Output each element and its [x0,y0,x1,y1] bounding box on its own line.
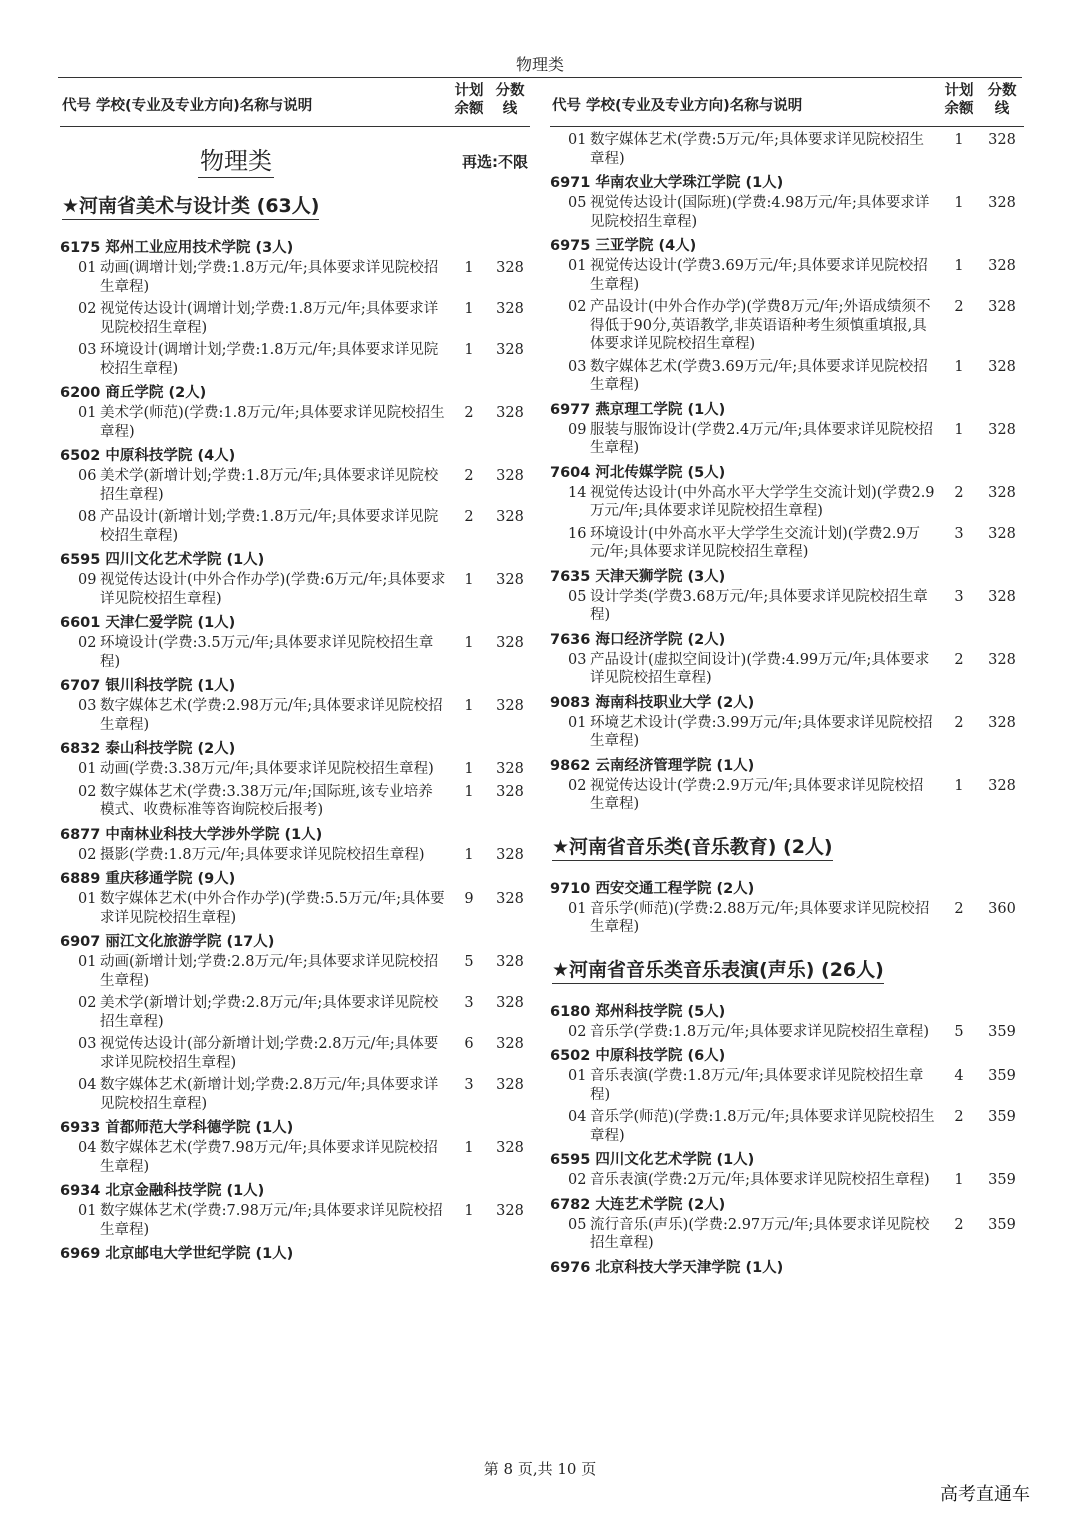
major-description: 数字媒体艺术(学费:5万元/年;具体要求详见院校招生章程) [590,132,925,167]
major-quota: 2 [464,468,474,484]
major-code: 01 [568,900,587,917]
school-heading: 6976 北京科技大学天津学院 (1人) [550,1259,784,1276]
major-row [550,131,1024,168]
major-quota: 3 [954,588,964,605]
school-heading: 9083 海南科技职业大学 (2人) [550,694,755,711]
major-description: 数字媒体艺术(中外合作办学)(学费:5.5万元/年;具体要求详见院校招生章程) [100,891,445,926]
major-row [550,1023,1024,1042]
left-entry-list [60,177,530,1265]
major-score: 328 [496,572,524,588]
major-row [550,298,1024,354]
major-quota: 2 [954,651,964,668]
major-row [550,714,1024,751]
major-description: 产品设计(虚拟空间设计)(学费:4.99万元/年;具体要求详见院校招生章程) [590,651,930,686]
major-row [550,484,1024,521]
major-description: 产品设计(中外合作办学)(学费8万元/年;外语成绩须不得低于90分,英语教学,非英语语种考生须慎重填报,具体要求详见院校招生章程) [590,299,931,352]
score-line: 分数 [987,83,1017,99]
major-quota: 3 [464,995,474,1011]
major-score: 328 [496,468,524,484]
major-quota: 1 [464,698,474,714]
major-code: 04 [78,1140,97,1156]
major-score: 328 [988,777,1016,794]
major-code: 09 [568,421,587,438]
school-heading: 7636 海口经济学院 (2人) [550,631,726,648]
major-row [550,1216,1024,1253]
major-description: 视觉传达设计(学费:2.9万元/年;具体要求详见院校招生章程) [590,777,924,812]
major-row [550,194,1024,231]
school-heading: 9862 云南经济管理学院 (1人) [550,757,755,774]
major-code: 03 [568,651,587,668]
major-row [60,760,530,779]
major-quota: 1 [464,783,474,800]
school-heading: 6832 泰山科技学院 (2人) [60,741,236,757]
quota-line: 余额 [454,101,484,117]
school-heading: 6877 中南林业科技大学涉外学院 (1人) [60,826,323,843]
major-code: 01 [78,1203,97,1219]
major-score: 328 [496,1140,524,1156]
score-line: 分数 [495,83,525,99]
major-code: 02 [568,777,587,794]
major-quota: 2 [464,405,474,421]
school-heading: 6601 天津仁爱学院 (1人) [60,615,236,631]
major-code: 02 [568,299,587,315]
major-row [550,1067,1024,1104]
major-quota: 3 [464,1077,474,1093]
major-row [60,571,530,608]
major-quota: 2 [954,1109,964,1125]
major-quota: 2 [954,1216,964,1233]
major-code: 05 [568,588,587,605]
school-heading: 6707 银川科技学院 (1人) [60,678,236,694]
column-header [60,78,530,127]
major-description: 音乐学(学费:1.8万元/年;具体要求详见院校招生章程) [590,1023,930,1040]
major-score: 359 [988,1068,1016,1084]
school-heading: 7604 河北传媒学院 (5人) [550,464,726,481]
major-quota: 1 [954,777,964,794]
major-description: 视觉传达设计(调增计划;学费:1.8万元/年;具体要求详见院校招生章程) [100,301,439,336]
major-row [550,1108,1024,1145]
major-score: 328 [988,484,1016,501]
major-score: 328 [496,954,524,970]
major-row [60,1139,530,1176]
major-code: 01 [78,954,97,970]
school-heading: 6180 郑州科技学院 (5人) [550,1003,726,1020]
major-score: 328 [496,995,524,1011]
major-quota: 6 [464,1036,474,1052]
major-row [550,900,1024,937]
right-entry-list [550,131,1024,1279]
major-score: 328 [496,1203,524,1219]
major-code: 01 [78,761,97,777]
major-row [550,1171,1024,1190]
major-description: 环境艺术设计(学费:3.99万元/年;具体要求详见院校招生章程) [590,714,933,749]
left-column [60,78,530,1265]
major-description: 数字媒体艺术(学费3.69万元/年;具体要求详见院校招生章程) [590,358,928,393]
major-code: 16 [568,525,587,542]
major-score: 359 [988,1216,1016,1233]
column-header-score [984,82,1020,118]
major-row [550,777,1024,814]
major-row [60,404,530,441]
major-description: 产品设计(新增计划;学费:1.8万元/年;具体要求详见院校招生章程) [100,509,439,544]
major-quota: 2 [954,484,964,501]
major-score: 328 [496,1036,524,1052]
major-row [60,341,530,378]
major-score: 328 [988,421,1016,438]
major-quota: 1 [464,1203,474,1219]
major-quota: 2 [954,299,964,315]
major-description: 流行音乐(声乐)(学费:2.97万元/年;具体要求详见院校招生章程) [590,1216,930,1251]
major-description: 音乐学(师范)(学费:2.88万元/年;具体要求详见院校招生章程) [590,900,930,935]
major-code: 09 [78,572,97,588]
major-quota: 1 [464,635,474,651]
major-description: 动画(新增计划;学费:2.8万元/年;具体要求详见院校招生章程) [100,954,439,989]
major-quota: 1 [464,260,474,276]
major-description: 服装与服饰设计(学费2.4万元/年;具体要求详见院校招生章程) [590,421,933,456]
category-block [550,818,1024,875]
major-description: 音乐学(师范)(学费:1.8万元/年;具体要求详见院校招生章程) [590,1109,935,1144]
major-description: 美术学(新增计划;学费:1.8万元/年;具体要求详见院校招生章程) [100,468,439,503]
major-description: 摄影(学费:1.8万元/年;具体要求详见院校招生章程) [100,846,425,863]
school-heading: 6595 四川文化艺术学院 (1人) [60,552,265,568]
major-code: 02 [78,635,97,651]
school-heading: 6595 四川文化艺术学院 (1人) [550,1152,755,1168]
major-description: 数字媒体艺术(学费7.98万元/年;具体要求详见院校招生章程) [100,1140,438,1175]
major-score: 328 [496,783,524,800]
major-description: 音乐表演(学费:2万元/年;具体要求详见院校招生章程) [590,1172,930,1188]
major-row [60,259,530,296]
major-score: 328 [496,761,524,777]
category-heading: ★河南省美术与设计类 (63人) [62,191,319,220]
major-description: 视觉传达设计(中外合作办学)(学费:6万元/年;具体要求详见院校招生章程) [100,572,446,607]
major-description: 视觉传达设计(中外高水平大学学生交流计划)(学费2.9万元/年;具体要求详见院校招生章程) [590,484,935,519]
major-score: 328 [988,358,1016,375]
major-score: 328 [496,342,524,358]
category-block [60,177,530,234]
major-score: 328 [496,301,524,317]
major-row [550,358,1024,395]
school-heading: 6971 华南农业大学珠江学院 (1人) [550,175,784,191]
school-heading: 6977 燕京理工学院 (1人) [550,401,726,418]
major-code: 02 [78,995,97,1011]
major-score: 328 [496,1077,524,1093]
major-code: 06 [78,468,97,484]
major-row [60,467,530,504]
major-description: 环境设计(中外高水平大学学生交流计划)(学费2.9万元/年;具体要求详见院校招生章程) [590,525,921,560]
major-score: 328 [496,698,524,714]
major-score: 328 [988,714,1016,731]
major-quota: 1 [954,195,964,211]
school-heading: 6975 三亚学院 (4人) [550,238,697,254]
major-code: 01 [568,714,587,731]
page-number: 第 8 页,共 10 页 [483,1460,597,1478]
major-score: 359 [988,1023,1016,1040]
major-quota: 5 [954,1023,964,1040]
section-reselect: 再选:不限 [462,153,528,171]
school-heading: 9710 西安交通工程学院 (2人) [550,880,755,897]
major-code: 02 [78,783,97,800]
major-score: 328 [496,891,524,907]
column-header-quota [942,82,976,118]
major-description: 视觉传达设计(学费3.69万元/年;具体要求详见院校招生章程) [590,258,928,293]
major-score: 328 [496,509,524,525]
major-code: 04 [78,1077,97,1093]
major-row [60,890,530,927]
major-code: 03 [78,342,97,358]
major-score: 359 [988,1172,1016,1188]
major-description: 环境设计(调增计划;学费:1.8万元/年;具体要求详见院校招生章程) [100,342,439,377]
major-code: 03 [78,698,97,714]
major-code: 01 [568,132,587,148]
major-code: 02 [78,301,97,317]
major-quota: 1 [464,342,474,358]
major-code: 05 [568,195,587,211]
major-quota: 1 [954,132,964,148]
major-quota: 1 [464,572,474,588]
quota-line: 余额 [944,101,974,117]
major-description: 环境设计(学费:3.5万元/年;具体要求详见院校招生章程) [100,635,434,670]
major-description: 美术学(新增计划;学费:2.8万元/年;具体要求详见院校招生章程) [100,995,439,1030]
school-heading: 6969 北京邮电大学世纪学院 (1人) [60,1246,294,1262]
column-header [550,78,1024,127]
major-quota: 4 [954,1068,964,1084]
column-header-quota [452,82,486,118]
major-score: 328 [988,525,1016,542]
column-header-label: 代号 学校(专业及专业方向)名称与说明 [552,98,803,114]
major-quota: 1 [464,761,474,777]
major-row [550,525,1024,562]
major-quota: 3 [954,525,964,542]
section-row [60,127,530,177]
major-row [550,588,1024,625]
school-heading: 6907 丽江文化旅游学院 (17人) [60,934,275,950]
major-row [60,846,530,865]
major-description: 视觉传达设计(国际班)(学费:4.98万元/年;具体要求详见院校招生章程) [590,195,930,230]
major-row [60,508,530,545]
major-quota: 1 [464,301,474,317]
quota-line: 计划 [454,83,484,99]
major-quota: 1 [954,1172,964,1188]
school-heading: 6175 郑州工业应用技术学院 (3人) [60,240,294,256]
major-row [60,634,530,671]
major-row [60,783,530,820]
major-row [60,994,530,1031]
major-code: 02 [568,1023,587,1040]
major-row [60,1202,530,1239]
major-description: 设计学类(学费3.68万元/年;具体要求详见院校招生章程) [590,588,928,623]
school-heading: 6502 中原科技学院 (4人) [60,448,236,464]
major-row [550,651,1024,688]
major-quota: 2 [954,714,964,731]
major-quota: 2 [954,900,964,917]
major-code: 03 [568,358,587,375]
section-title: 物理类 [198,141,274,178]
major-row [60,697,530,734]
major-row [60,1076,530,1113]
major-row [60,1035,530,1072]
major-code: 01 [78,891,97,907]
major-score: 328 [988,299,1016,315]
school-heading: 6934 北京金融科技学院 (1人) [60,1183,265,1199]
major-quota: 1 [464,1140,474,1156]
major-code: 03 [78,1036,97,1052]
major-row [550,421,1024,458]
major-code: 05 [568,1216,587,1233]
major-quota: 1 [954,258,964,274]
page-header-title: 物理类 [515,55,564,74]
major-quota: 2 [464,509,474,525]
school-heading: 6782 大连艺术学院 (2人) [550,1196,726,1213]
major-row [60,300,530,337]
column-header-label: 代号 学校(专业及专业方向)名称与说明 [62,98,313,114]
major-quota: 5 [464,954,474,970]
column-header-score [492,82,528,118]
major-row [550,257,1024,294]
major-row [60,953,530,990]
major-score: 328 [496,846,524,863]
major-score: 328 [988,588,1016,605]
score-line: 线 [502,101,518,117]
major-code: 02 [568,1172,587,1188]
category-block [550,941,1024,998]
major-code: 01 [568,1068,587,1084]
major-code: 04 [568,1109,587,1125]
major-score: 328 [496,405,524,421]
major-description: 音乐表演(学费:1.8万元/年;具体要求详见院校招生章程) [590,1068,924,1103]
score-line: 线 [994,101,1010,117]
brand-watermark: 高考直通车 [940,1484,1030,1505]
major-score: 328 [988,651,1016,668]
major-code: 14 [568,484,587,501]
category-heading: ★河南省音乐类音乐表演(声乐) (26人) [552,955,884,984]
major-description: 动画(调增计划;学费:1.8万元/年;具体要求详见院校招生章程) [100,260,439,295]
school-heading: 6502 中原科技学院 (6人) [550,1048,726,1064]
major-description: 美术学(师范)(学费:1.8万元/年;具体要求详见院校招生章程) [100,405,445,440]
major-code: 08 [78,509,97,525]
major-description: 视觉传达设计(部分新增计划;学费:2.8万元/年;具体要求详见院校招生章程) [100,1036,439,1071]
major-score: 328 [988,132,1016,148]
category-heading: ★河南省音乐类(音乐教育) (2人) [552,832,833,861]
right-column [550,78,1024,1279]
major-score: 328 [496,635,524,651]
quota-line: 计划 [944,83,974,99]
major-quota: 1 [464,846,474,863]
major-description: 数字媒体艺术(新增计划;学费:2.8万元/年;具体要求详见院校招生章程) [100,1077,439,1112]
school-heading: 6933 首都师范大学科德学院 (1人) [60,1120,294,1136]
major-score: 359 [988,1109,1016,1125]
major-score: 328 [988,258,1016,274]
school-heading: 6200 商丘学院 (2人) [60,385,207,401]
major-description: 动画(学费:3.38万元/年;具体要求详见院校招生章程) [100,761,434,777]
major-score: 328 [988,195,1016,211]
major-code: 01 [78,405,97,421]
major-description: 数字媒体艺术(学费:3.38万元/年;国际班,该专业培养模式、收费标准等咨询院校后报考) [100,783,433,818]
major-quota: 1 [954,358,964,375]
school-heading: 6889 重庆移通学院 (9人) [60,871,236,887]
major-score: 328 [496,260,524,276]
major-quota: 9 [464,891,474,907]
school-heading: 7635 天津天狮学院 (3人) [550,568,726,585]
major-quota: 1 [954,421,964,438]
major-score: 360 [988,900,1016,917]
major-code: 01 [568,258,587,274]
major-description: 数字媒体艺术(学费:2.98万元/年;具体要求详见院校招生章程) [100,698,443,733]
major-code: 01 [78,260,97,276]
major-description: 数字媒体艺术(学费:7.98万元/年;具体要求详见院校招生章程) [100,1203,443,1238]
major-code: 02 [78,846,97,863]
